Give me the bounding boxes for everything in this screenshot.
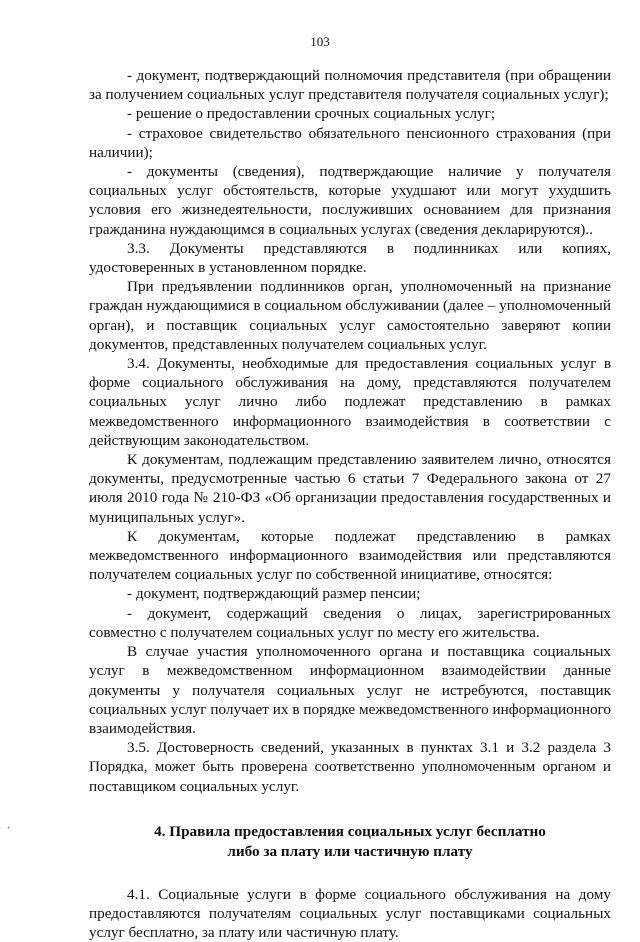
paragraph-3-3: 3.3. Документы представляются в подлинниках или копиях, удостоверенных в установленном порядке. <box>89 239 611 277</box>
paragraph-pension-insurance-certificate: - страховое свидетельство обязательного пенсионного страхования (при наличии); <box>89 124 611 161</box>
paragraph-circumstances-documents: - документы (сведения), подтверждающие наличие у получателя социальных услуг обстоятельств, которые ухудшают или могут ухудшить условия его жизнедеятельности, послуживших основанием для признания гражданина нуждающимся в социальных услугах (сведения декларируются).. <box>89 163 611 238</box>
paragraph-originals-presentation: При предъявлении подлинников орган, уполномоченный на признание граждан нуждающимися в социальном обслуживании (далее – уполномоченный орган), и поставщик социальных услуг самостоятельно заверяют копии документов, представленных получателем социальных услуг. <box>89 278 611 353</box>
document-body <box>89 66 611 942</box>
paragraph-representative-document: - документ, подтверждающий полномочия представителя (при обращении за получением социальных услуг представителя получателя социальных услуг); <box>89 67 611 104</box>
section-heading-line-2: либо за плату или частичную плату <box>227 842 473 860</box>
paragraph-3-5: 3.5. Достоверность сведений, указанных в пунктах 3.1 и 3.2 раздела 3 Порядка, может быть проверена соответственно уполномоченным органом и поставщиком социальных услуг. <box>89 739 611 795</box>
paragraph-4-1: 4.1. Социальные услуги в форме социального обслуживания на дому предоставляются получателям социальных услуг поставщиками социальных услуг бесплатно, за плату или частичную плату. <box>89 885 611 942</box>
section-heading-line-1: 4. Правила предоставления социальных услуг бесплатно <box>154 822 546 840</box>
section-heading <box>89 822 611 862</box>
paragraph-interagency-participation: В случае участия уполномоченного органа и поставщика социальных услуг в межведомственном информационном взаимодействии данные документы у получателя социальных услуг не истребуются, поставщик социальных услуг получает их в порядке межведомственного информационного взаимодействия. <box>89 643 611 737</box>
paragraph-3-4: 3.4. Документы, необходимые для предоставления социальных услуг в форме социального обслуживания на дому, представляются получателем социальных услуг лично либо подлежат представлению в рамках межведомственного информационного взаимодействия в соответствии с действующим законодательством. <box>89 355 611 449</box>
page-number: 103 <box>310 34 330 49</box>
paragraph-urgent-services-decision: - решение о предоставлении срочных социальных услуг; <box>127 105 496 123</box>
paragraph-personal-documents: К документам, подлежащим представлению заявителем лично, относятся документы, предусмотренные частью 6 статьи 7 Федерального закона от 27 июля 2010 года № 210-ФЗ «Об организации предоставления государственных и муниципальных услуг». <box>89 451 611 526</box>
paragraph-pension-document: - документ, подтверждающий размер пенсии; <box>127 585 421 603</box>
margin-mark: · <box>6 820 12 837</box>
paragraph-interagency-documents: К документам, которые подлежат представлению в рамках межведомственного информационного взаимодействия или представляются получателем социальных услуг по собственной инициативе, относятся: <box>89 527 611 584</box>
paragraph-registered-persons-document: - документ, содержащий сведения о лицах, зарегистрированных совместно с получателем социальных услуг по месту его жительства. <box>89 604 611 641</box>
